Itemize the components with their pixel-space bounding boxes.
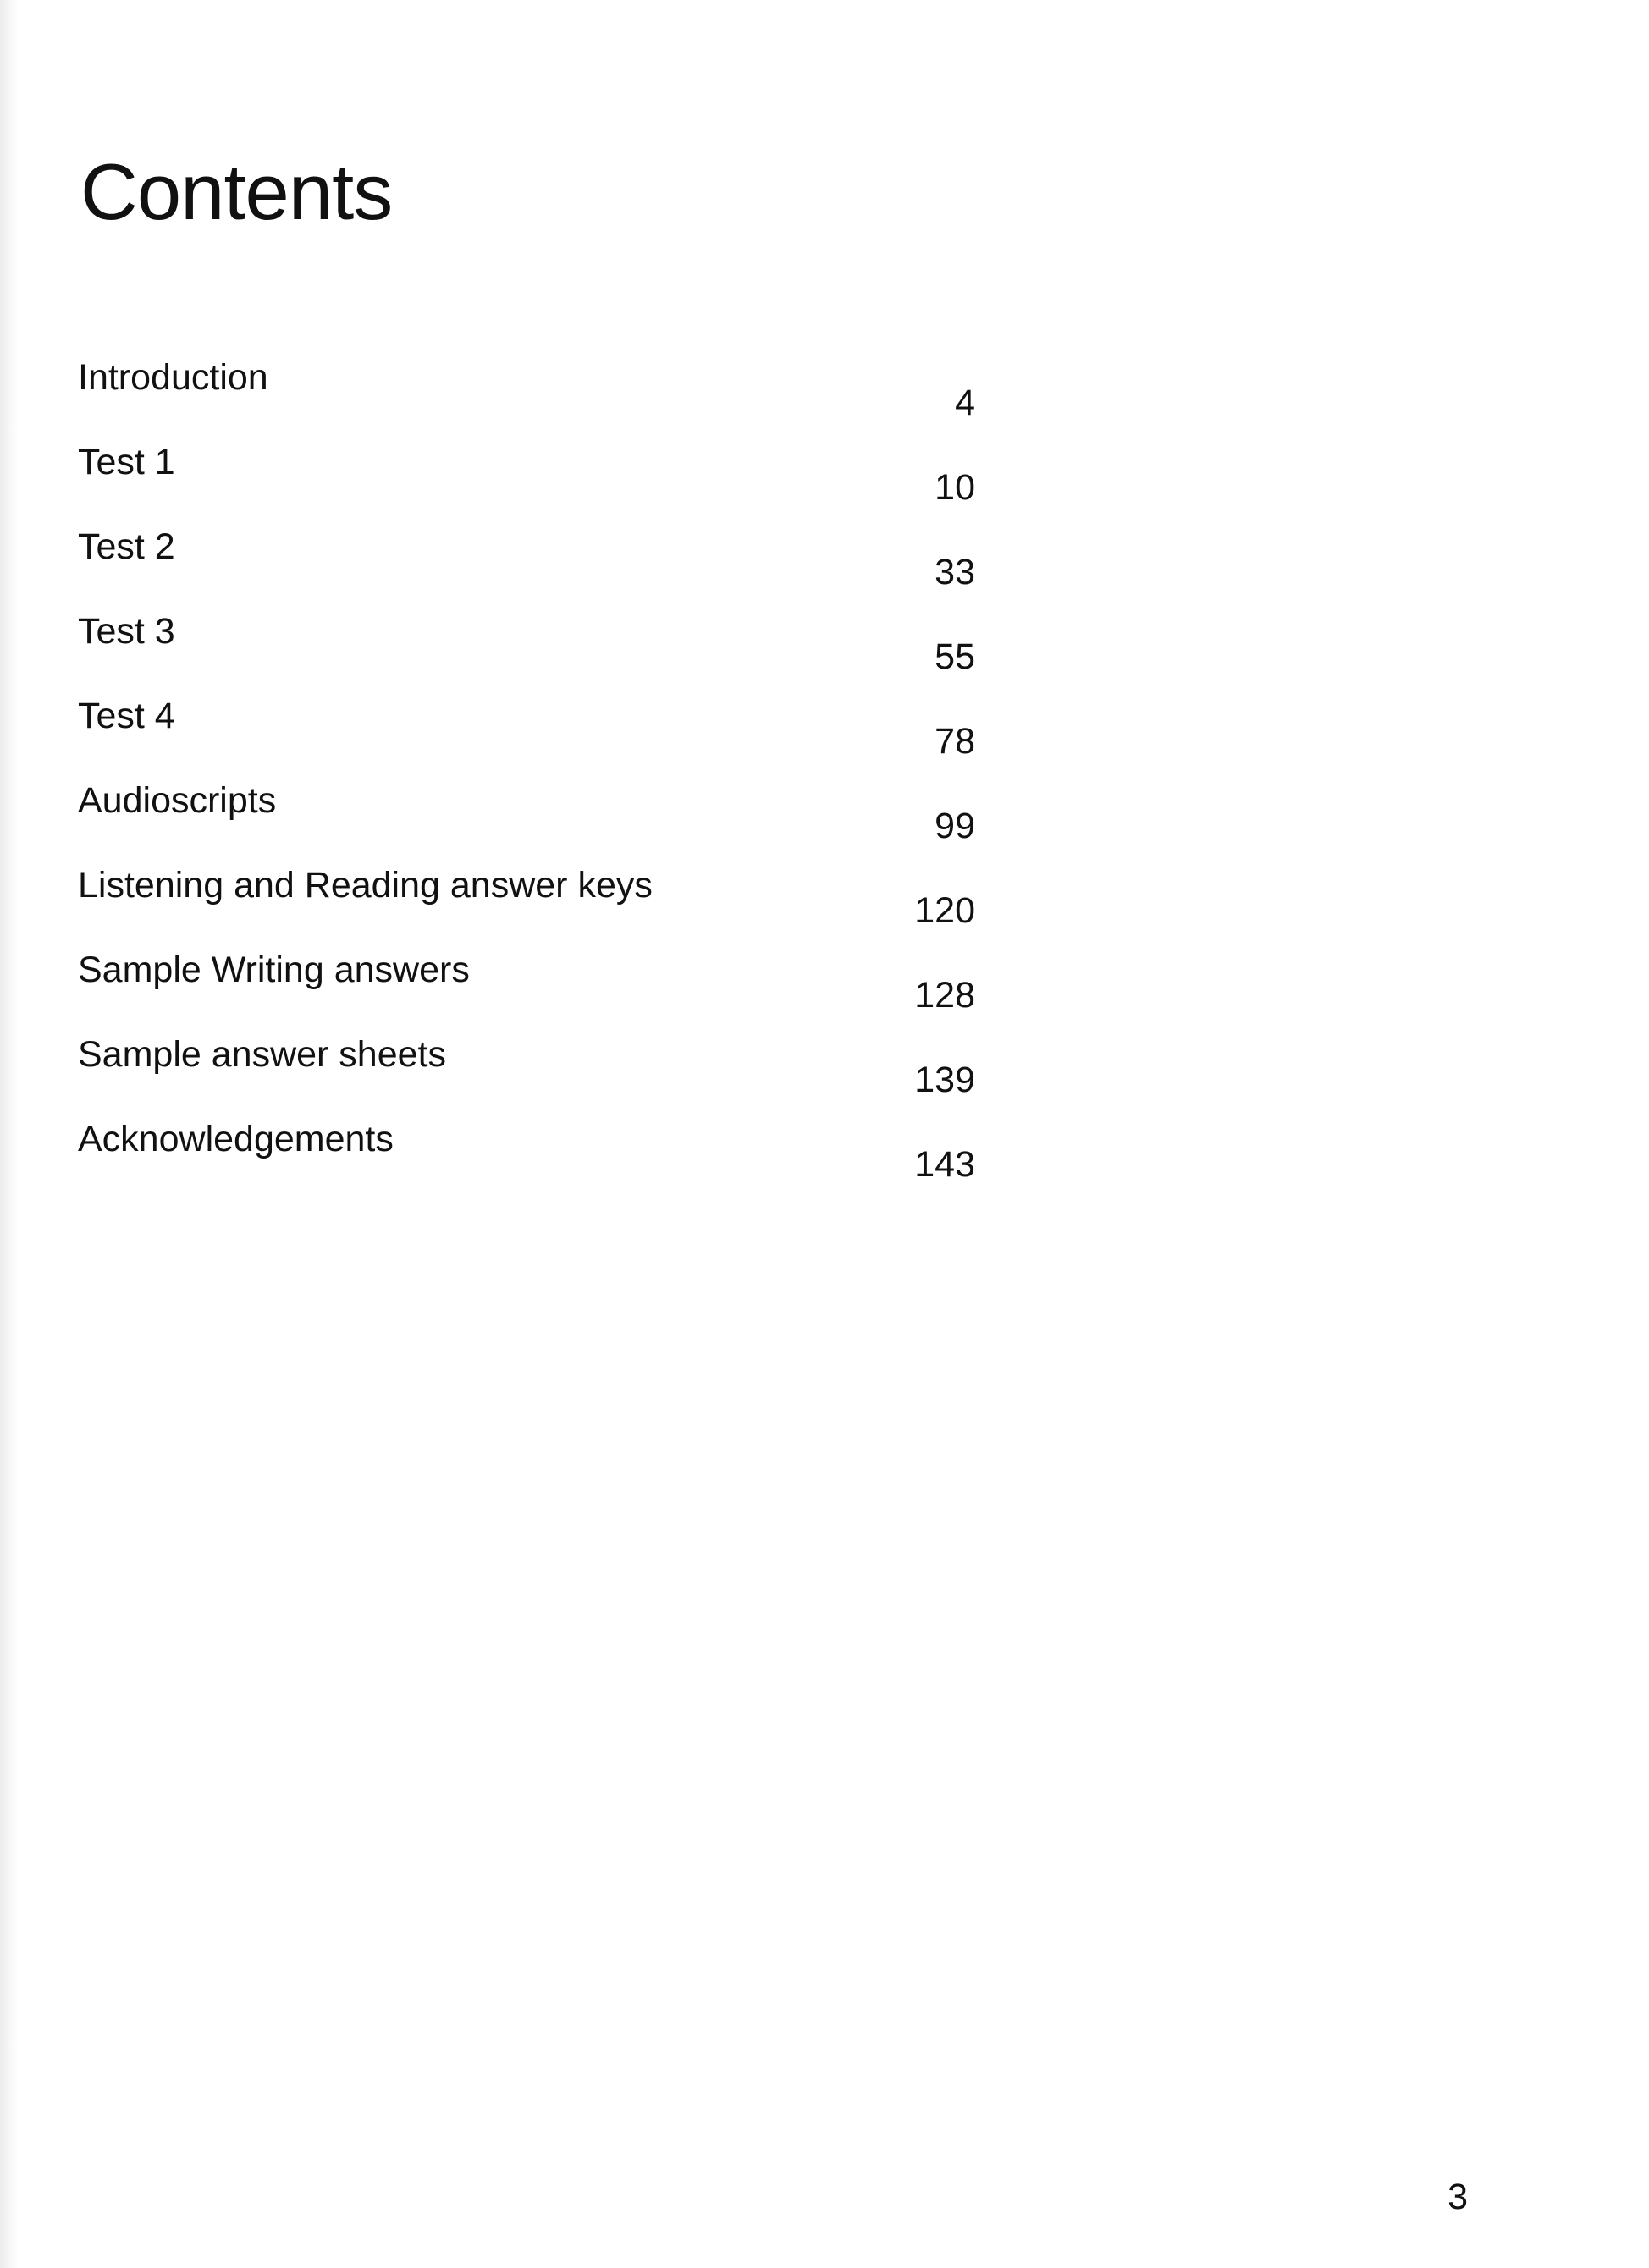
toc-entry-answer-sheets: [78, 1034, 975, 1121]
toc-entry-page: 128: [914, 975, 975, 1016]
toc-entry-label: Acknowledgements: [78, 1119, 394, 1159]
toc-entry-test-2: [78, 526, 975, 614]
toc-entry-page: 99: [935, 806, 975, 846]
toc-entry-page: 55: [935, 636, 975, 677]
toc-entry-test-4: [78, 698, 975, 783]
page-number: 3: [1448, 2177, 1468, 2217]
toc-entry-label: Introduction: [78, 357, 268, 398]
toc-entry-acknowledgements: [78, 1121, 975, 1206]
toc-entry-sample-writing: [78, 952, 975, 1037]
toc-entry-page: 4: [955, 383, 975, 423]
table-of-contents: [78, 357, 975, 1206]
toc-entry-answer-keys: [78, 867, 975, 952]
toc-entry-page: 10: [935, 467, 975, 508]
toc-entry-label: Sample answer sheets: [78, 1034, 446, 1075]
toc-entry-label: Test 1: [78, 442, 175, 482]
toc-entry-label: Test 3: [78, 611, 175, 652]
toc-entry-label: Sample Writing answers: [78, 950, 470, 990]
page-edge-shadow: [0, 0, 19, 2268]
toc-entry-page: 139: [914, 1060, 975, 1100]
toc-entry-test-3: [78, 611, 975, 698]
toc-entry-page: 120: [914, 890, 975, 931]
toc-entry-audioscripts: [78, 780, 975, 867]
toc-entry-page: 78: [935, 721, 975, 762]
toc-entry-introduction: [78, 357, 975, 444]
toc-entry-page: 143: [914, 1144, 975, 1185]
page-title: Contents: [80, 147, 393, 236]
toc-entry-label: Audioscripts: [78, 780, 277, 821]
toc-entry-label: Test 4: [78, 696, 175, 736]
toc-entry-test-1: [78, 444, 975, 529]
toc-entry-page: 33: [935, 552, 975, 592]
toc-entry-label: Test 2: [78, 526, 175, 567]
toc-entry-label: Listening and Reading answer keys: [78, 865, 653, 906]
